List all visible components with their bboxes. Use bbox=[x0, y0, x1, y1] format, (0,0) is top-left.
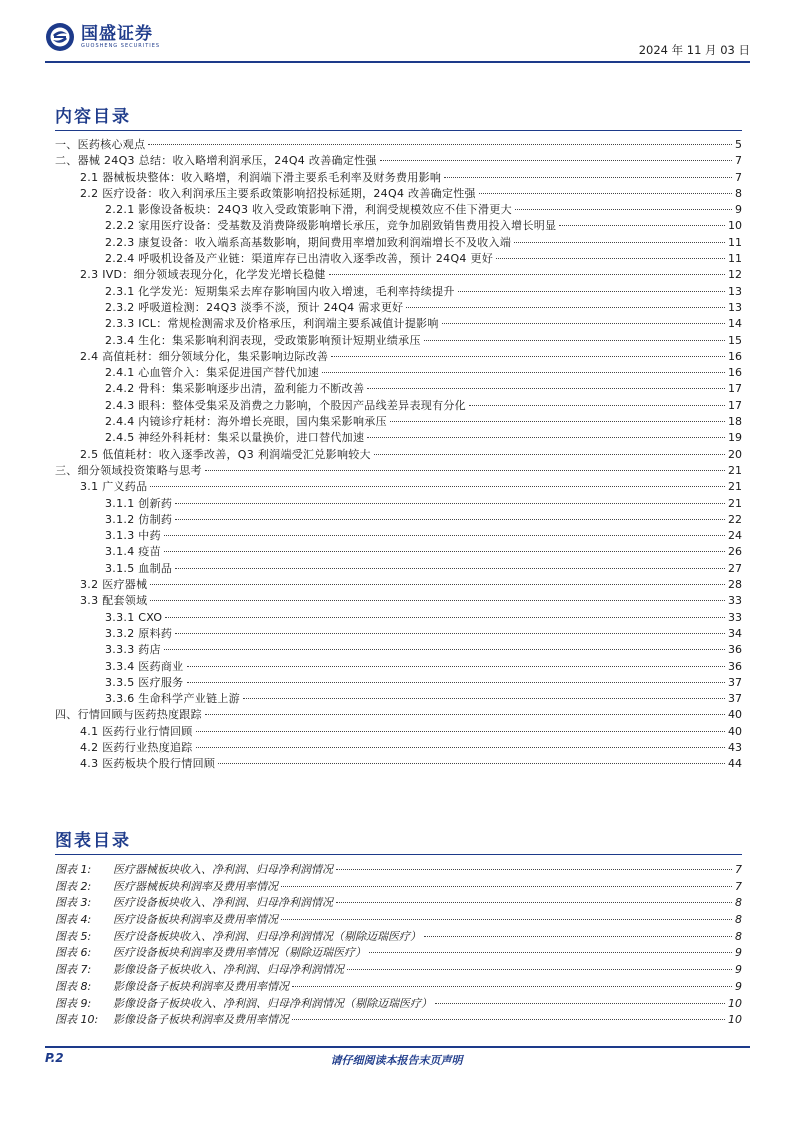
figure-entry-label: 图表 4: bbox=[55, 913, 92, 927]
toc-entry-page: 15 bbox=[728, 333, 742, 347]
dot-leader bbox=[164, 649, 725, 650]
toc-entry[interactable] bbox=[55, 561, 742, 577]
toc-entry-page: 17 bbox=[728, 398, 742, 412]
toc-entry-title: 4.1 医药行业行情回顾 bbox=[80, 724, 193, 738]
toc-entry[interactable] bbox=[55, 267, 742, 283]
figure-entry[interactable] bbox=[55, 862, 742, 879]
figure-entry-label: 图表 1: bbox=[55, 863, 92, 876]
toc-entry-page: 14 bbox=[728, 317, 742, 331]
dot-leader bbox=[175, 519, 725, 520]
toc-entry[interactable] bbox=[55, 740, 742, 756]
figure-entry-title: 影像设备子板块利润率及费用率情况 bbox=[113, 979, 289, 993]
toc-entry-title: 2.2.3 康复设备：收入端系高基数影响，期间费用率增加致利润端增长不及收入端 bbox=[105, 235, 512, 249]
figure-entry-title: 医疗设备板块收入、净利润、归母净利润情况 bbox=[113, 896, 333, 910]
dot-leader bbox=[458, 291, 725, 292]
toc-entry-title: 3.1.4 疫苗 bbox=[105, 545, 161, 559]
figure-entry-page: 7 bbox=[735, 863, 742, 876]
toc-entry-page: 37 bbox=[728, 675, 742, 689]
dot-leader bbox=[281, 886, 732, 887]
toc-entry-page: 13 bbox=[728, 300, 742, 314]
dot-leader bbox=[367, 437, 725, 438]
list-of-figures bbox=[55, 862, 742, 1029]
dot-leader bbox=[292, 986, 732, 987]
dot-leader bbox=[205, 470, 725, 471]
toc-title-divider bbox=[55, 130, 742, 131]
figure-entry-label: 图表 9: bbox=[55, 996, 92, 1010]
dot-leader bbox=[380, 160, 732, 161]
toc-entry[interactable] bbox=[55, 512, 742, 528]
toc-entry-title: 3.1.3 中药 bbox=[105, 529, 161, 543]
toc-entry-title: 三、细分领域投资策略与思考 bbox=[55, 463, 202, 477]
dot-leader bbox=[187, 682, 726, 683]
toc-entry-page: 22 bbox=[728, 512, 742, 526]
toc-entry[interactable] bbox=[55, 186, 742, 202]
figure-entry[interactable] bbox=[55, 945, 742, 962]
toc-entry-page: 12 bbox=[728, 268, 742, 282]
dot-leader bbox=[336, 902, 732, 903]
toc-entry-title: 3.3.6 生命科学产业链上游 bbox=[105, 692, 240, 706]
dot-leader bbox=[347, 969, 732, 970]
toc-title: 内容目录 bbox=[55, 107, 131, 127]
dot-leader bbox=[390, 421, 725, 422]
toc-entry-title: 2.4.4 内镜诊疗耗材：海外增长亮眼，国内集采影响承压 bbox=[105, 415, 387, 429]
figure-entry-label: 图表 8: bbox=[55, 979, 92, 993]
toc-entry-title: 3.1.2 仿制药 bbox=[105, 512, 173, 526]
dot-leader bbox=[205, 714, 725, 715]
dot-leader bbox=[331, 356, 725, 357]
toc-entry-page: 16 bbox=[728, 349, 742, 363]
dot-leader bbox=[559, 225, 725, 226]
dot-leader bbox=[444, 177, 732, 178]
toc-entry-page: 21 bbox=[728, 496, 742, 510]
toc-entry-title: 2.3.2 呼吸道检测：24Q3 淡季不淡，预计 24Q4 需求更好 bbox=[105, 300, 404, 314]
dot-leader bbox=[367, 388, 725, 389]
figure-entry-page: 7 bbox=[735, 879, 742, 893]
toc-entry-title: 3.3.5 医疗服务 bbox=[105, 675, 184, 689]
dot-leader bbox=[150, 600, 725, 601]
toc-entry-title: 3.1 广义药品 bbox=[80, 480, 148, 494]
toc-entry[interactable] bbox=[55, 349, 742, 365]
toc-entry-page: 9 bbox=[735, 203, 742, 217]
figure-entry-page: 9 bbox=[735, 979, 742, 993]
toc-entry[interactable] bbox=[55, 398, 742, 414]
page-header bbox=[45, 22, 750, 62]
figure-entry-title: 医疗器械板块利润率及费用率情况 bbox=[113, 879, 278, 893]
figure-entry-page: 10 bbox=[728, 996, 742, 1010]
toc-entry[interactable] bbox=[55, 235, 742, 251]
company-name-en: GUOSHENG SECURITIES bbox=[81, 42, 161, 49]
toc-entry[interactable] bbox=[55, 447, 742, 463]
toc-entry-page: 7 bbox=[735, 170, 742, 184]
toc-entry[interactable] bbox=[55, 593, 742, 609]
toc-entry-page: 33 bbox=[728, 610, 742, 624]
toc-entry-title: 四、行情回顾与医药热度跟踪 bbox=[55, 708, 202, 722]
dot-leader bbox=[424, 936, 732, 937]
toc-entry[interactable] bbox=[55, 577, 742, 593]
toc-entry-title: 3.3 配套领域 bbox=[80, 594, 148, 608]
toc-entry-title: 2.2.2 家用医疗设备：受基数及消费降级影响增长承压，竞争加剧致销售费用投入增长明显 bbox=[105, 219, 557, 233]
figure-entry[interactable] bbox=[55, 979, 742, 996]
toc-entry[interactable] bbox=[55, 153, 742, 169]
dot-leader bbox=[442, 323, 725, 324]
toc-entry-title: 3.3.4 医药商业 bbox=[105, 659, 184, 673]
toc-entry[interactable] bbox=[55, 626, 742, 642]
toc-entry-page: 11 bbox=[728, 252, 742, 266]
page-number: P.2 bbox=[45, 1051, 64, 1065]
toc-entry-page: 43 bbox=[728, 740, 742, 754]
toc-entry[interactable] bbox=[55, 333, 742, 349]
figure-entry-page: 8 bbox=[735, 896, 742, 910]
dot-leader bbox=[164, 551, 725, 552]
toc-entry-page: 40 bbox=[728, 724, 742, 738]
header-divider bbox=[45, 61, 750, 63]
toc-entry[interactable] bbox=[55, 463, 742, 479]
company-logo bbox=[45, 22, 160, 52]
dot-leader bbox=[515, 209, 732, 210]
dot-leader bbox=[406, 307, 725, 308]
toc-entry-page: 21 bbox=[728, 463, 742, 477]
dot-leader bbox=[218, 763, 725, 764]
figure-entry-title: 医疗设备板块利润率及费用率情况（剔除迈瑞医疗） bbox=[113, 946, 366, 960]
toc-entry-page: 40 bbox=[728, 708, 742, 722]
toc-entry[interactable] bbox=[55, 218, 742, 234]
toc-entry[interactable] bbox=[55, 544, 742, 560]
dot-leader bbox=[329, 274, 725, 275]
toc-entry-title: 3.1.5 血制品 bbox=[105, 561, 173, 575]
toc-entry[interactable] bbox=[55, 300, 742, 316]
figure-entry-title: 影像设备子板块利润率及费用率情况 bbox=[113, 1013, 289, 1027]
toc-entry[interactable] bbox=[55, 251, 742, 267]
toc-entry[interactable] bbox=[55, 675, 742, 691]
figure-entry-label: 图表 3: bbox=[55, 896, 92, 910]
dot-leader bbox=[292, 1019, 725, 1020]
toc-entry-page: 18 bbox=[728, 415, 742, 429]
dot-leader bbox=[336, 869, 732, 870]
figure-entry-label: 图表 7: bbox=[55, 963, 92, 977]
figure-entry[interactable] bbox=[55, 996, 742, 1013]
toc-entry-title: 3.3.3 药店 bbox=[105, 643, 161, 657]
toc-entry-title: 4.3 医药板块个股行情回顾 bbox=[80, 757, 216, 771]
figure-entry-page: 10 bbox=[728, 1013, 742, 1027]
toc-entry-title: 二、器械 24Q3 总结：收入略增利润承压，24Q4 改善确定性强 bbox=[55, 154, 377, 168]
toc-entry-page: 8 bbox=[735, 186, 742, 200]
toc-entry[interactable] bbox=[55, 414, 742, 430]
dot-leader bbox=[175, 633, 725, 634]
toc-entry-title: 2.4.1 心血管介入：集采促进国产替代加速 bbox=[105, 366, 320, 380]
footer-disclaimer: 请仔细阅读本报告末页声明 bbox=[330, 1054, 463, 1067]
dot-leader bbox=[322, 372, 725, 373]
toc-entry-page: 11 bbox=[728, 235, 742, 249]
figure-entry[interactable] bbox=[55, 1012, 742, 1029]
dot-leader bbox=[496, 258, 725, 259]
dot-leader bbox=[164, 535, 725, 536]
toc-entry[interactable] bbox=[55, 528, 742, 544]
toc-entry[interactable] bbox=[55, 365, 742, 381]
toc-entry[interactable] bbox=[55, 479, 742, 495]
dot-leader bbox=[196, 731, 725, 732]
toc-entry-title: 2.5 低值耗材：收入逐季改善，Q3 利润端受汇兑影响较大 bbox=[80, 447, 371, 461]
dot-leader bbox=[175, 503, 725, 504]
toc-entry[interactable] bbox=[55, 430, 742, 446]
toc-entry[interactable] bbox=[55, 202, 742, 218]
toc-entry[interactable] bbox=[55, 170, 742, 186]
dot-leader bbox=[187, 666, 726, 667]
figure-entry[interactable] bbox=[55, 895, 742, 912]
report-date: 2024 年 11 月 03 日 bbox=[638, 43, 750, 57]
toc-entry-title: 2.4 高值耗材：细分领域分化，集采影响边际改善 bbox=[80, 349, 329, 363]
toc-entry-page: 10 bbox=[728, 219, 742, 233]
figure-entry[interactable] bbox=[55, 879, 742, 896]
dot-leader bbox=[435, 1003, 725, 1004]
figure-entry-title: 影像设备子板块收入、净利润、归母净利润情况（剔除迈瑞医疗） bbox=[113, 996, 432, 1010]
toc-entry[interactable] bbox=[55, 724, 742, 740]
toc-entry[interactable] bbox=[55, 659, 742, 675]
figure-entry-label: 图表 6: bbox=[55, 946, 92, 960]
dot-leader bbox=[243, 698, 725, 699]
toc-entry-title: 2.2.1 影像设备板块：24Q3 收入受政策影响下滑，利润受规模效应不佳下滑更大 bbox=[105, 203, 512, 217]
toc-entry-page: 27 bbox=[728, 561, 742, 575]
figure-entry-page: 8 bbox=[735, 929, 742, 943]
figure-entry-label: 图表 10: bbox=[55, 1013, 99, 1027]
toc-entry[interactable] bbox=[55, 137, 742, 153]
toc-entry-page: 44 bbox=[728, 757, 742, 771]
toc-entry-page: 33 bbox=[728, 594, 742, 608]
toc-entry-page: 26 bbox=[728, 545, 742, 559]
dot-leader bbox=[369, 952, 732, 953]
figure-entry-page: 8 bbox=[735, 913, 742, 927]
toc-entry-page: 28 bbox=[728, 578, 742, 592]
figure-entry[interactable] bbox=[55, 929, 742, 946]
figures-title: 图表目录 bbox=[55, 831, 131, 851]
toc-entry-page: 37 bbox=[728, 692, 742, 706]
toc-entry-title: 一、医药核心观点 bbox=[55, 138, 146, 151]
toc-entry-title: 2.3.1 化学发光：短期集采去库存影响国内收入增速，毛利率持续提升 bbox=[105, 284, 455, 298]
dot-leader bbox=[374, 454, 725, 455]
dot-leader bbox=[150, 486, 725, 487]
toc-entry-page: 21 bbox=[728, 480, 742, 494]
toc-entry[interactable] bbox=[55, 610, 742, 626]
toc-entry-title: 2.3 IVD：细分领域表现分化，化学发光增长稳健 bbox=[80, 268, 326, 282]
dot-leader bbox=[281, 919, 732, 920]
figure-entry-label: 图表 5: bbox=[55, 929, 92, 943]
toc-entry-page: 5 bbox=[735, 138, 742, 151]
dot-leader bbox=[175, 568, 725, 569]
toc-entry-title: 2.2 医疗设备：收入利润承压主要系政策影响招投标延期，24Q4 改善确定性强 bbox=[80, 186, 476, 200]
dot-leader bbox=[514, 242, 725, 243]
toc-entry-page: 17 bbox=[728, 382, 742, 396]
toc-entry-title: 2.1 器械板块整体：收入略增，利润端下滑主要系毛利率及财务费用影响 bbox=[80, 170, 442, 184]
toc-entry-page: 16 bbox=[728, 366, 742, 380]
figure-entry[interactable] bbox=[55, 962, 742, 979]
guosheng-logo-icon bbox=[45, 22, 75, 52]
figure-entry-title: 医疗设备板块收入、净利润、归母净利润情况（剔除迈瑞医疗） bbox=[113, 929, 421, 943]
table-of-contents bbox=[55, 137, 742, 773]
dot-leader bbox=[165, 617, 725, 618]
toc-entry-title: 2.3.4 生化：集采影响利润表现，受政策影响预计短期业绩承压 bbox=[105, 333, 421, 347]
toc-entry-title: 4.2 医药行业热度追踪 bbox=[80, 740, 193, 754]
toc-entry[interactable] bbox=[55, 691, 742, 707]
toc-entry[interactable] bbox=[55, 316, 742, 332]
company-name: 国盛证券 bbox=[81, 23, 153, 44]
figure-entry-title: 医疗器械板块收入、净利润、归母净利润情况 bbox=[113, 863, 333, 876]
toc-entry-page: 19 bbox=[728, 431, 742, 445]
dot-leader bbox=[196, 747, 725, 748]
toc-entry-page: 20 bbox=[728, 447, 742, 461]
toc-entry[interactable] bbox=[55, 381, 742, 397]
figure-entry[interactable] bbox=[55, 912, 742, 929]
toc-entry-page: 36 bbox=[728, 643, 742, 657]
toc-entry-page: 7 bbox=[735, 154, 742, 168]
toc-entry[interactable] bbox=[55, 707, 742, 723]
toc-entry[interactable] bbox=[55, 284, 742, 300]
toc-entry[interactable] bbox=[55, 756, 742, 772]
toc-entry-title: 3.2 医疗器械 bbox=[80, 578, 148, 592]
toc-entry-page: 13 bbox=[728, 284, 742, 298]
toc-entry-title: 2.4.3 眼科：整体受集采及消费之力影响，个股因产品线差异表现有分化 bbox=[105, 398, 466, 412]
toc-entry-title: 2.4.2 骨科：集采影响逐步出清，盈利能力不断改善 bbox=[105, 382, 365, 396]
figure-entry-title: 医疗设备板块利润率及费用率情况 bbox=[113, 913, 278, 927]
toc-entry-title: 2.2.4 呼吸机设备及产业链：渠道库存已出清收入逐季改善，预计 24Q4 更好 bbox=[105, 252, 494, 266]
toc-entry[interactable] bbox=[55, 496, 742, 512]
dot-leader bbox=[150, 584, 725, 585]
toc-entry-title: 2.4.5 神经外科耗材：集采以量换价，进口替代加速 bbox=[105, 431, 365, 445]
dot-leader bbox=[469, 405, 725, 406]
figure-entry-page: 9 bbox=[735, 963, 742, 977]
figure-entry-page: 9 bbox=[735, 946, 742, 960]
toc-entry-page: 34 bbox=[728, 626, 742, 640]
toc-entry-title: 2.3.3 ICL：常规检测需求及价格承压，利润端主要系减值计提影响 bbox=[105, 317, 439, 331]
figure-entry-label: 图表 2: bbox=[55, 879, 92, 893]
dot-leader bbox=[479, 193, 732, 194]
toc-entry-page: 36 bbox=[728, 659, 742, 673]
footer-divider bbox=[45, 1046, 750, 1048]
toc-entry[interactable] bbox=[55, 642, 742, 658]
toc-entry-title: 3.3.2 原料药 bbox=[105, 626, 173, 640]
toc-entry-title: 3.3.1 CXO bbox=[105, 610, 163, 624]
toc-entry-page: 24 bbox=[728, 529, 742, 543]
figure-entry-title: 影像设备子板块收入、净利润、归母净利润情况 bbox=[113, 963, 344, 977]
figures-title-divider bbox=[55, 854, 742, 855]
dot-leader bbox=[424, 340, 725, 341]
toc-entry-title: 3.1.1 创新药 bbox=[105, 496, 173, 510]
dot-leader bbox=[148, 144, 732, 145]
